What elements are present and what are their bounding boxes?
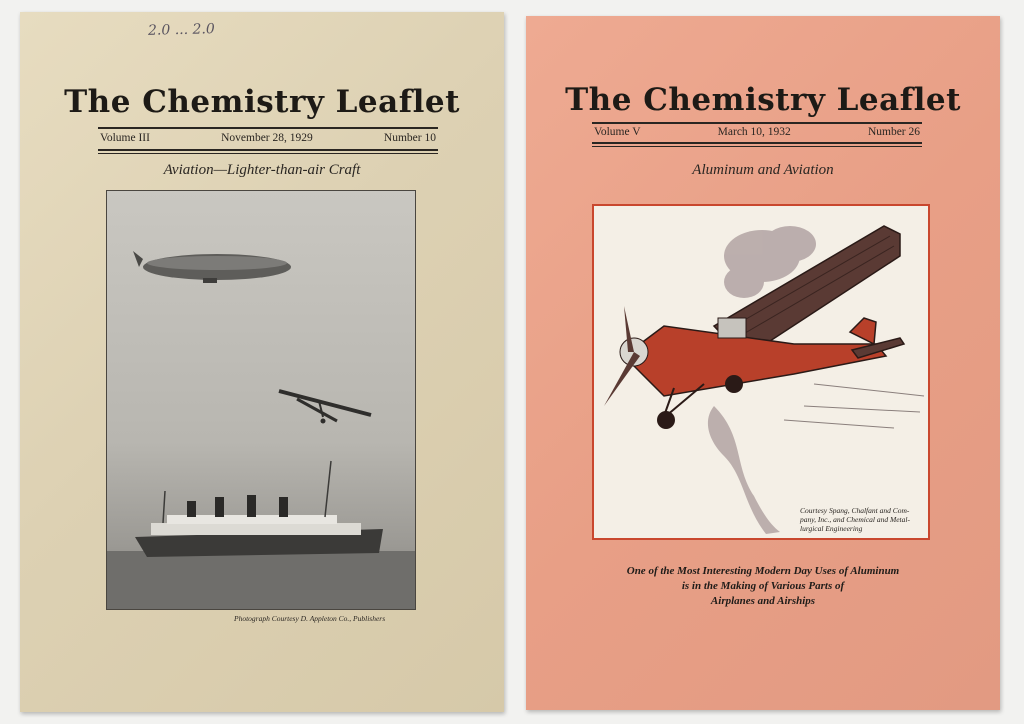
photo-credit: Photograph Courtesy D. Appleton Co., Publishers bbox=[234, 614, 386, 623]
speed-lines bbox=[784, 384, 924, 428]
airship-icon bbox=[133, 251, 291, 283]
leaflet-title: The Chemistry Leaflet bbox=[64, 84, 460, 120]
issue-line bbox=[100, 132, 436, 144]
rule-top bbox=[98, 127, 438, 129]
headline: Aviation—Lighter-than-air Craft bbox=[163, 162, 361, 178]
ocean-liner-icon bbox=[135, 461, 383, 557]
aviation-photo bbox=[106, 190, 416, 610]
caption-line-3: Airplanes and Airships bbox=[710, 595, 816, 607]
headline: Aluminum and Aviation bbox=[692, 162, 834, 178]
rule-bottom-thin bbox=[98, 153, 438, 154]
date-label: March 10, 1932 bbox=[717, 126, 791, 138]
leaflet-volume-5 bbox=[526, 16, 1000, 710]
rule-bottom bbox=[98, 149, 438, 151]
rule-bottom-thin bbox=[592, 146, 922, 147]
date-label: November 28, 1929 bbox=[221, 132, 313, 144]
leaflet-title: The Chemistry Leaflet bbox=[565, 82, 961, 118]
art-credit: Courtesy Spang, Chalfant and Com- pany, Inc., and Chemical and Metal- lurgical Engineering bbox=[800, 506, 910, 533]
photo-illustration bbox=[107, 191, 415, 609]
sea bbox=[107, 551, 415, 609]
caption-line-1: One of the Most Interesting Modern Day Uses of Aluminum bbox=[626, 565, 900, 577]
issue-line bbox=[594, 126, 920, 138]
rule-top bbox=[592, 122, 922, 124]
monoplane-illustration bbox=[592, 204, 930, 540]
caption bbox=[526, 564, 1000, 609]
volume-label: Volume V bbox=[594, 126, 641, 138]
handwritten-note: 2.0 ... 2.0 bbox=[147, 21, 215, 39]
number-label: Number 10 bbox=[383, 132, 436, 144]
tail-icon bbox=[850, 318, 876, 344]
leaflet-volume-3 bbox=[20, 12, 504, 712]
number-label: Number 26 bbox=[867, 126, 920, 138]
airplane-icon bbox=[279, 391, 371, 424]
volume-label: Volume III bbox=[100, 132, 150, 144]
rule-bottom bbox=[592, 142, 922, 144]
caption-line-2: is in the Making of Various Parts of bbox=[681, 580, 845, 592]
illustration-art bbox=[594, 206, 928, 538]
